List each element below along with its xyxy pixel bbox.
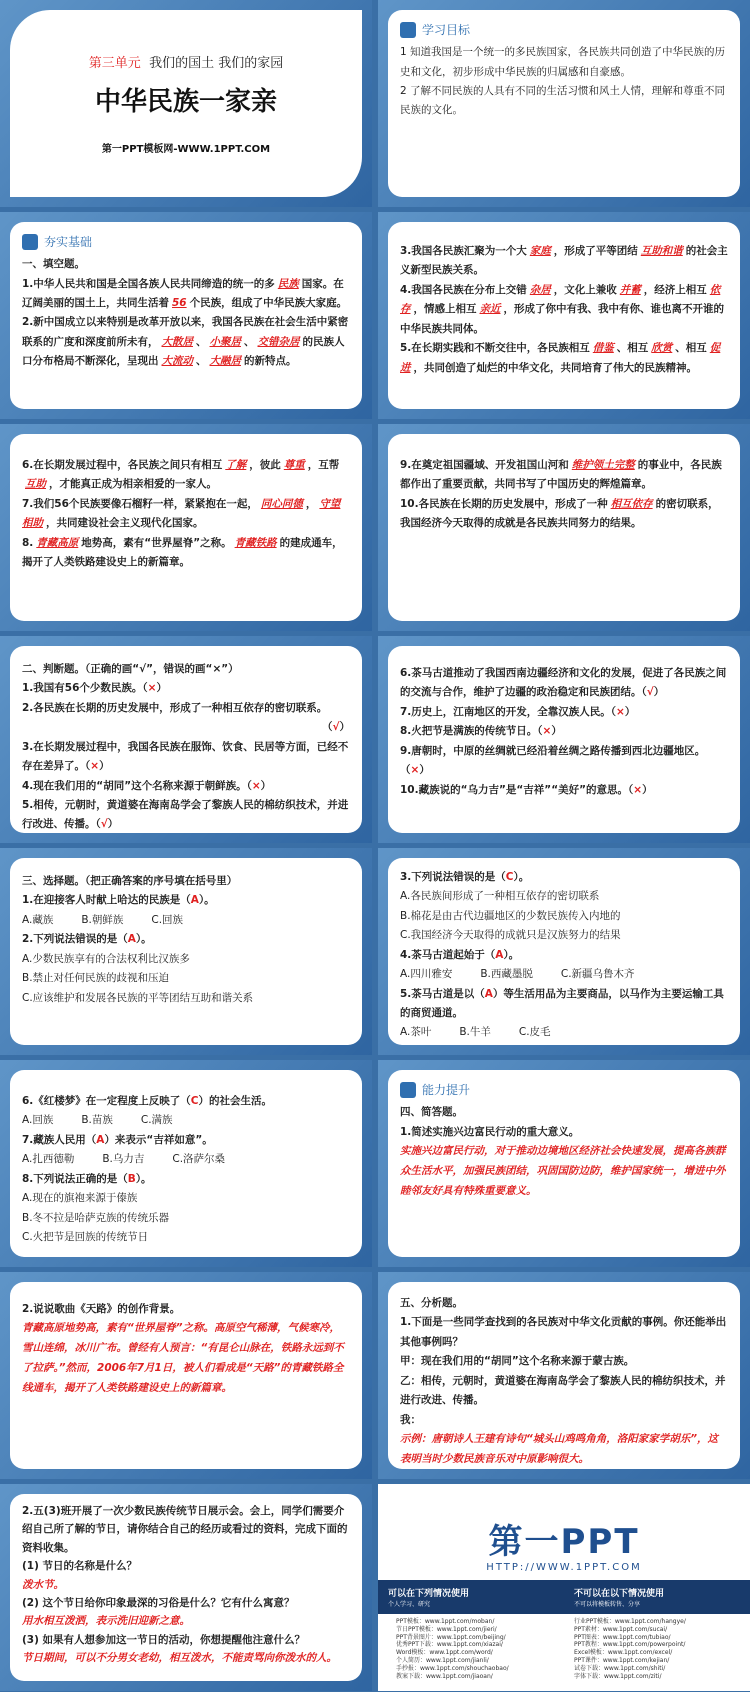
section-fill: 一、填空题。 — [22, 258, 85, 271]
question-3 — [400, 242, 728, 281]
judge-1 — [22, 679, 350, 698]
question-text: 7.藏族人民用（ — [22, 1133, 97, 1146]
square-icon — [22, 234, 38, 250]
slide-short-2 — [0, 1272, 372, 1479]
question-text: 7.我们56个民族要像石榴籽一样，紧紧抱在一起， — [22, 497, 258, 510]
question-text: ） — [551, 725, 562, 738]
answer-text: 了解 — [225, 459, 247, 471]
question-text: ） — [339, 721, 350, 734]
choice-2-option-b: B.禁止对任何民族的歧视和压迫 — [22, 972, 170, 985]
question-text: C.满族 — [140, 1114, 173, 1127]
question-text: ） — [419, 764, 430, 777]
question-text: ） — [624, 705, 636, 718]
question-text: ）。 — [198, 894, 215, 907]
goal-1: 1 知道我国是一个统一的多民族国家，各民族共同创造了中华民族的历史和文化，初步形成中华民族的归属感和自豪感。 — [400, 46, 726, 78]
question-text: ，共同建设社会主义现代化国家。 — [46, 517, 204, 530]
question-text: ，彼此 — [249, 459, 281, 471]
link-item[interactable]: PPT模板：www.1ppt.com/moban/ — [396, 1618, 495, 1625]
link-item[interactable]: 教案下载：www.1ppt.com/jiaoan/ — [396, 1672, 493, 1680]
slide-choice-1 — [0, 848, 372, 1055]
judge-5 — [22, 796, 350, 835]
link-item[interactable]: PPT图表：www.1ppt.com/tubiao/ — [574, 1633, 671, 1641]
link-item[interactable]: PPT背景图片：www.1ppt.com/beijing/ — [396, 1633, 506, 1641]
question-text: ，互帮 — [307, 459, 340, 471]
question-7: 7.我们56个民族要像石榴籽一样，紧紧抱在一起， 同心同德 ， 守望相助 ，共同建设社会主义现代化国家。 — [22, 497, 341, 530]
short-answer-2: 青藏高原地势高，素有“世界屋脊”之称。高原空气稀薄，气候寒冷，雪山连绵，冰川广布。曾经有人预言：“有昆仑山脉在，铁路永远到不了拉萨。”然而，2006年7月1日，被人们看成是“天路”的青藏铁路全线通车，揭开了人类铁路建设史上的新篇章。 — [22, 1322, 344, 1395]
unit-label: 第三单元 — [88, 56, 141, 71]
question-2: 2.新中国成立以来特别是改革开放以来，我国各民族在社会生活中紧密联系的广度和深度前所未有， 大散居 、 小聚居 、 交错杂居 的民族人口分布格局不断深化，呈现出 大流动 、 大融居 的新特点。 — [22, 316, 349, 368]
question-text: B.乌力吉 — [102, 1153, 145, 1166]
answer-text: × — [410, 764, 420, 777]
choice-3-option-a: A.各民族间形成了一种相互依存的密切联系 — [400, 890, 600, 903]
analysis-question-1: 1.下面是一些同学查找到的各民族对中华文化贡献的事例。你还能举出其他事例吗？ — [400, 1316, 727, 1348]
example-wo: 我： — [400, 1413, 421, 1426]
answer-text: 青藏高原 — [36, 536, 79, 549]
question-text: ）。 — [135, 1172, 152, 1185]
short-question-2: 2.说说歌曲《天路》的创作背景。 — [22, 1303, 181, 1315]
choice-8-option-b: B.冬不拉是哈萨克族的传统乐器 — [22, 1211, 170, 1224]
question-text: 1.中华人民共和国是全国各族人民共同缔造的统一的多 — [22, 277, 275, 290]
slide-fill-2 — [378, 212, 750, 419]
question-text: B.朝鲜族 — [81, 913, 124, 926]
question-8 — [22, 534, 350, 573]
question-text: 的密切联系，我国经济今天取得的成就是各民族共同努力的结果。 — [400, 497, 719, 530]
question-text: 国家。在辽阔美丽的国土上，共同生活着 — [22, 277, 344, 310]
judge-card-1 — [10, 646, 362, 833]
slide-ad — [378, 1484, 750, 1691]
example-yi: 乙：相传，元朝时，黄道婆在海南岛学会了黎族人民的棉纺织技术，并进行改进、传播。 — [400, 1374, 726, 1407]
question-10 — [400, 495, 728, 534]
question-text: 8.火把节是满族的传统节日。（ — [400, 725, 543, 738]
advance-heading: 能力提升 — [422, 1083, 471, 1097]
cover-card — [10, 10, 362, 197]
question-text: ） — [99, 760, 110, 773]
answer-text: A — [190, 894, 199, 907]
section-analysis: 五、分析题。 — [400, 1297, 463, 1309]
question-text: 10.藏族说的“乌力吉”是“吉祥”“美好”的意思。（ — [400, 783, 634, 796]
short-answer-1: 实施兴边富民行动，对于推动边境地区经济社会快速发展，提高各族群众生活水平，加强民族团结，巩固国防边防，维护国家统一，增进中外睦邻友好具有特殊重要意义。 — [400, 1145, 726, 1197]
analysis-question-2: 2.五(3)班开展了一次少数民族传统节日展示会。会上，同学们需要介绍自己所了解的节日，请你结合自己的经历或看过的资料，完成下面的资料收集。 — [22, 1505, 348, 1554]
question-text: ，才能真正成为相亲相爱的一家人。 — [49, 478, 217, 491]
choice-1 — [22, 891, 350, 910]
question-text: 9.在奠定祖国疆域、开发祖国山河和 — [400, 459, 569, 471]
choice-5 — [400, 985, 728, 1024]
answer-text: B — [127, 1172, 136, 1185]
choice-card-2 — [388, 858, 740, 1045]
answer-text: 亲近 — [479, 303, 501, 316]
slide-goals — [378, 0, 750, 207]
link-item[interactable]: 字体下载：www.1ppt.com/ziti/ — [574, 1672, 662, 1680]
cover-footer: 第一PPT模板网-WWW.1PPT.COM — [101, 144, 271, 155]
question-text: A.藏族 — [22, 913, 54, 926]
answer-text: 同心同德 — [260, 497, 303, 510]
question-text: 5.茶马古道是以（ — [400, 987, 485, 1000]
goals-heading: 学习目标 — [422, 23, 471, 37]
short-card-1 — [388, 1070, 740, 1257]
question-text: A.回族 — [22, 1114, 54, 1127]
slide-short-1 — [378, 1060, 750, 1267]
question-text: ） — [260, 779, 272, 792]
answer-text: A — [96, 1133, 105, 1146]
question-text: ，共同创造了灿烂的中华文化，共同培育了伟大的民族精神。 — [413, 361, 697, 374]
question-text: 6.在长期发展过程中，各民族之间只有相互 — [22, 459, 223, 471]
question-text: ） — [107, 818, 119, 831]
unit-title: 我们的国土 我们的家园 — [149, 56, 284, 71]
question-text: 8. — [22, 536, 34, 549]
short-card-2 — [10, 1282, 362, 1469]
answer-text: × — [147, 682, 157, 695]
link-item[interactable]: 个人简历：www.1ppt.com/jianli/ — [396, 1656, 489, 1664]
question-text: B.牛羊 — [459, 1026, 491, 1039]
link-item[interactable]: PPT素材：www.1ppt.com/sucai/ — [574, 1625, 668, 1633]
answer-text: × — [90, 760, 100, 773]
question-text: ）。 — [135, 933, 152, 946]
answer-text: A — [484, 987, 493, 1000]
fill-card-4 — [388, 434, 740, 621]
question-text: 6.茶马古道推动了我国西南边疆经济和文化的发展，促进了各民族之间的交流与合作，维护了边疆的政治稳定和民族团结。（ — [400, 667, 727, 699]
judge-6 — [400, 664, 728, 703]
answer-text: A — [495, 948, 504, 961]
choice-4 — [400, 946, 728, 965]
question-text: ）的社会生活。 — [198, 1095, 273, 1107]
sub-question-2: (2) 这个节日给你印象最深的习俗是什么？它有什么寓意？ — [22, 1596, 295, 1609]
slide-analysis-1 — [378, 1272, 750, 1479]
sub-answer-1: 泼水节。 — [22, 1578, 64, 1591]
section-judge: 二、判断题。（正确的画“√”，错误的画“×”） — [22, 663, 239, 675]
fill-card-2 — [388, 222, 740, 409]
basics-header — [22, 231, 350, 253]
question-text: 地势高，素有“世界屋脊”之称。 — [81, 536, 232, 549]
slide-analysis-2 — [0, 1484, 372, 1691]
question-text: 9.唐朝时，中原的丝绸就已经沿着丝绸之路传播到西北边疆地区。（ — [400, 744, 706, 777]
question-text: ，形成了平等团结 — [553, 245, 638, 257]
brand-url[interactable]: HTTP://WWW.1PPT.COM — [486, 1562, 642, 1573]
question-text: B.苗族 — [81, 1114, 113, 1127]
question-text: 的事业中，各民族都作出了重要贡献，共同书写了中国历史的辉煌篇章。 — [400, 459, 722, 491]
goals-header — [400, 19, 728, 41]
choice-8 — [22, 1170, 350, 1189]
question-5 — [400, 339, 728, 378]
sub-question-3: (3) 如果有人想参加这一节日的活动，你想提醒他注意什么？ — [22, 1633, 306, 1646]
choice-2-option-c: C.应该维护和发展各民族的平等团结互助和谐关系 — [22, 991, 254, 1004]
answer-text: 大散居 — [161, 335, 193, 348]
question-text: 的社会主义新型民族关系。 — [400, 245, 728, 277]
sub-answer-3: 节日期间，可以不分男女老幼，相互泼水，不能责骂向你泼水的人。 — [22, 1652, 337, 1664]
answer-text: × — [542, 725, 552, 738]
example-jia: 甲：现在我们用的“胡同”这个名称来源于蒙古族。 — [400, 1355, 635, 1368]
answer-text: 依存 — [400, 283, 721, 316]
square-icon — [400, 22, 416, 38]
sub-question-1: (1) 节日的名称是什么？ — [22, 1560, 138, 1573]
fill-card-3 — [10, 434, 362, 621]
link-item[interactable]: 试卷下载：www.1ppt.com/shiti/ — [574, 1664, 666, 1672]
question-text: 的新特点。 — [244, 355, 297, 368]
question-6 — [22, 456, 350, 495]
usage-allowed-detail: 个人学习、研究 — [388, 1601, 431, 1608]
answer-text: 欣赏 — [651, 342, 673, 355]
choice-3-option-c: C.我国经济今天取得的成就只是汉族努力的结果 — [400, 929, 621, 942]
answer-text: 互助和谐 — [640, 245, 683, 257]
basics-heading: 夯实基础 — [44, 235, 93, 249]
answer-text: 大流动 — [161, 355, 193, 368]
choice-3 — [400, 868, 728, 887]
question-text: A.扎西德勒 — [22, 1153, 75, 1166]
question-text: A.茶叶 — [400, 1026, 432, 1039]
answer-text: 维护领土完整 — [571, 459, 635, 471]
question-4 — [400, 281, 728, 339]
choice-4-options — [400, 965, 728, 984]
choice-6-options — [22, 1111, 350, 1130]
goal-2: 2 了解不同民族的人具有不同的生活习惯和风土人情，理解和尊重不同民族的文化。 — [400, 85, 726, 117]
question-text: 2.下列说法错误的是（ — [22, 933, 128, 946]
question-text: 5.相传，元朝时，黄道婆在海南岛学会了黎族人民的棉纺织技术，并进行改进、传播。（ — [22, 798, 349, 831]
answer-text: 民族 — [277, 277, 299, 290]
answer-text: 交错杂居 — [257, 335, 300, 348]
analysis-card-1 — [388, 1282, 740, 1469]
answer-text: √ — [646, 686, 654, 699]
advance-header — [400, 1079, 728, 1101]
link-item[interactable]: 手抄报：www.1ppt.com/shouchaobao/ — [396, 1664, 509, 1672]
answer-text: √ — [332, 721, 340, 734]
usage-forbidden-title: 不可以在以下情况使用 — [574, 1589, 665, 1599]
question-text: ） — [653, 686, 665, 699]
answer-text: 相互依存 — [610, 497, 653, 510]
answer-text: 互助 — [25, 478, 46, 491]
judge-card-2 — [388, 646, 740, 833]
choice-8-option-a: A.现在的旗袍来源于傣族 — [22, 1192, 138, 1205]
answer-text: C — [190, 1095, 199, 1107]
answer-text: 借鉴 — [592, 342, 614, 355]
choice-7-options — [22, 1150, 350, 1169]
link-item[interactable]: PPT教程：www.1ppt.com/powerpoint/ — [574, 1641, 686, 1649]
square-icon — [400, 1082, 416, 1098]
unit-line — [89, 52, 283, 71]
link-item[interactable]: 优秀PPT下载：www.1ppt.com/xiazai/ — [396, 1641, 503, 1649]
choice-3-option-b: B.棉花是由古代边疆地区的少数民族传入内地的 — [400, 909, 621, 922]
question-text: 的建成通车，揭开了人类铁路建设史上的新篇章。 — [22, 536, 343, 569]
answer-text: √ — [100, 818, 108, 831]
slide-fill-4 — [378, 424, 750, 631]
section-choice: 三、选择题。（把正确答案的序号填在括号里） — [22, 875, 238, 887]
slide-fill-3 — [0, 424, 372, 631]
choice-6 — [22, 1092, 350, 1111]
analysis-card-2 — [10, 1494, 362, 1681]
question-text: 4.我国各民族在分布上交错 — [400, 283, 527, 296]
slide-judge-1 — [0, 636, 372, 843]
answer-text: 家庭 — [529, 245, 551, 257]
link-item[interactable]: 行业PPT模板：www.1ppt.com/hangye/ — [574, 1618, 686, 1625]
judge-4 — [22, 777, 350, 796]
link-item[interactable]: Word模板：www.1ppt.com/word/ — [396, 1649, 493, 1657]
question-text: ） — [156, 682, 167, 695]
question-text: ）。 — [503, 948, 520, 961]
slide-choice-3 — [0, 1060, 372, 1267]
slide-judge-2 — [378, 636, 750, 843]
question-text: ，情感上相互 — [413, 303, 477, 316]
answer-text: 守望相助 — [22, 497, 341, 530]
ad-panel — [378, 1484, 750, 1691]
question-text: ）。 — [513, 871, 530, 883]
answer-text: × — [633, 783, 643, 796]
question-text: ，形成了你中有我、我中有你、谁也离不开谁的中华民族共同体。 — [400, 303, 724, 335]
question-text: C.皮毛 — [518, 1026, 551, 1039]
question-text: 2.各民族在长期的历史发展中，形成了一种相互依存的密切联系。 — [22, 701, 328, 714]
question-text: 8.下列说法正确的是（ — [22, 1172, 128, 1185]
choice-2-option-a: A.少数民族享有的合法权利比汉族多 — [22, 952, 190, 965]
question-text: 、相互 — [675, 342, 707, 355]
question-text: 3.我国各民族汇聚为一个大 — [400, 245, 527, 257]
judge-7 — [400, 703, 728, 722]
choice-7 — [22, 1131, 350, 1150]
lesson-title: 中华民族一家亲 — [94, 87, 277, 117]
goals-card — [388, 10, 740, 197]
answer-text: × — [616, 705, 625, 718]
question-text: 10.各民族在长期的历史发展中，形成了一种 — [400, 497, 608, 510]
sub-answer-2: 用水相互泼洒，表示洗旧迎新之意。 — [22, 1615, 190, 1628]
slide-choice-2 — [378, 848, 750, 1055]
answer-text: 小聚居 — [209, 335, 241, 348]
judge-10 — [400, 781, 728, 800]
question-text: 3.在长期发展过程中，我国各民族在服饰、饮食、民居等方面，已经不存在差异了。（ — [22, 740, 349, 773]
answer-text: A — [127, 933, 136, 946]
question-text: 、相互 — [616, 342, 649, 355]
question-text: C.洛萨尔桑 — [172, 1153, 226, 1166]
question-text: ） — [642, 783, 653, 796]
slide-fill-1 — [0, 212, 372, 419]
question-text: ）来表示“吉祥如意”。 — [104, 1133, 213, 1146]
question-text: B.西藏墨脱 — [480, 968, 533, 981]
question-text: C.回族 — [151, 913, 184, 926]
link-list — [378, 1614, 750, 1691]
question-text: ，文化上兼收 — [553, 283, 617, 296]
choice-1-options — [22, 911, 350, 930]
answer-text: 并蓄 — [619, 283, 641, 296]
section-short: 四、简答题。 — [400, 1106, 463, 1119]
short-question-1: 1.简述实施兴边富民行动的重大意义。 — [400, 1125, 580, 1138]
link-item[interactable]: Excel模板：www.1ppt.com/excel/ — [574, 1649, 673, 1657]
choice-card-1 — [10, 858, 362, 1045]
question-text: 2.新中国成立以来特别是改革开放以来，我国各民族在社会生活中紧密联系的广度和深度前所未有， — [22, 316, 349, 348]
question-1 — [22, 275, 350, 314]
question-text: 6.《红楼梦》在一定程度上反映了（ — [22, 1095, 191, 1107]
fill-card-1 — [10, 222, 362, 409]
answer-text: 大融居 — [209, 355, 241, 368]
judge-9 — [400, 742, 728, 781]
answer-text: 56 — [172, 297, 187, 310]
choice-8-option-c: C.火把节是回族的传统节日 — [22, 1230, 149, 1243]
judge-2: 2.各民族在长期的历史发展中，形成了一种相互依存的密切联系。 （√） — [22, 701, 350, 734]
question-text: A.四川雅安 — [400, 968, 453, 981]
judge-3 — [22, 738, 350, 777]
slide-cover — [0, 0, 372, 207]
usage-forbidden-detail: 不可以将模板转售、分享 — [574, 1601, 641, 1608]
question-9 — [400, 456, 728, 495]
answer-text: 尊重 — [283, 459, 305, 471]
brand-logo: 第一PPT — [488, 1522, 640, 1562]
question-text: ）等生活用品为主要商品，以马作为主要运输工具的商贸通道。 — [400, 987, 724, 1019]
link-item[interactable]: PPT课件：www.1ppt.com/kejian/ — [574, 1656, 670, 1664]
question-text: 4.现在我们用的“胡同”这个名称来源于朝鲜族。（ — [22, 779, 252, 792]
question-text: ，经济上相互 — [643, 283, 707, 296]
question-text: 7.历史上，江南地区的开发，全靠汉族人民。（ — [400, 705, 617, 718]
usage-allowed-title: 可以在下列情况使用 — [388, 1589, 470, 1599]
question-text: 4.茶马古道起始于（ — [400, 948, 496, 961]
choice-2 — [22, 930, 350, 949]
answer-text: 青藏铁路 — [234, 536, 277, 549]
question-text: 3.下列说法错误的是（ — [400, 871, 506, 883]
question-text: 的民族人口分布格局不断深化，呈现出 — [22, 335, 345, 368]
answer-text: 杂居 — [529, 283, 551, 296]
choice-card-3 — [10, 1070, 362, 1257]
choice-5-options — [400, 1023, 728, 1042]
question-text: 个民族，组成了中华民族大家庭。 — [189, 297, 348, 310]
question-text: 5.在长期实践和不断交往中，各民族相互 — [400, 342, 590, 355]
analysis-answer-1: 示例：唐朝诗人王建有诗句“城头山鸡鸣角角，洛阳家家学胡乐”，这表明当时少数民族音乐对中原影响很大。 — [400, 1432, 719, 1465]
answer-text: × — [251, 779, 261, 792]
answer-text: 促进 — [400, 342, 721, 374]
question-text: 1.我国有56个少数民族。（ — [22, 682, 148, 695]
answer-text: C — [505, 871, 514, 883]
link-item[interactable]: 节日PPT模板：www.1ppt.com/jieri/ — [396, 1625, 497, 1633]
judge-8 — [400, 722, 728, 741]
question-text: C.新疆乌鲁木齐 — [560, 968, 635, 981]
question-text: 1.在迎接客人时献上哈达的民族是（ — [22, 894, 191, 907]
